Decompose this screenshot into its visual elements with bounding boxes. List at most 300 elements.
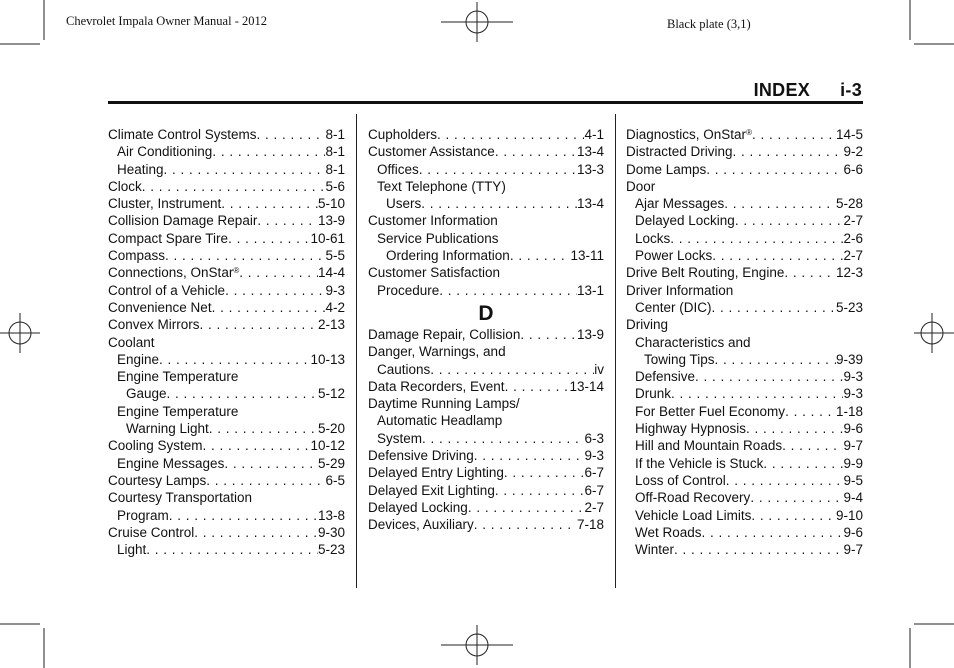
entry-page-ref: 10-61 bbox=[310, 230, 345, 246]
entry-term bbox=[117, 368, 238, 385]
manual-title: Chevrolet Impala Owner Manual - 2012 bbox=[66, 14, 267, 28]
index-entry bbox=[368, 230, 604, 247]
index-entry bbox=[626, 195, 863, 212]
entry-page-ref: 9-6 bbox=[843, 421, 863, 437]
index-entry bbox=[368, 161, 604, 178]
entry-term bbox=[635, 437, 782, 454]
entry-text: Engine Temperature bbox=[117, 369, 239, 385]
entry-page-ref: 5-6 bbox=[325, 178, 345, 194]
dot-leader bbox=[209, 420, 318, 437]
entry-text: Gauge bbox=[126, 386, 167, 402]
index-entry bbox=[626, 472, 863, 489]
dot-leader bbox=[785, 403, 836, 420]
index-entry bbox=[108, 420, 345, 437]
dot-leader bbox=[164, 161, 326, 178]
dot-leader bbox=[751, 507, 836, 524]
entry-page-ref: 9-3 bbox=[843, 369, 863, 385]
entry-term bbox=[368, 378, 505, 395]
entry-term bbox=[108, 212, 257, 229]
entry-term bbox=[117, 541, 146, 558]
index-entry bbox=[108, 472, 345, 489]
index-entry bbox=[626, 507, 863, 524]
index-entry bbox=[108, 385, 345, 402]
index-column-2 bbox=[368, 126, 604, 534]
entry-page-ref: 13-4 bbox=[576, 196, 604, 212]
index-entry bbox=[626, 230, 863, 247]
index-entry bbox=[626, 316, 863, 333]
entry-term bbox=[126, 385, 167, 402]
index-entry bbox=[626, 351, 863, 368]
entry-text: Convenience Net bbox=[108, 299, 212, 315]
dot-leader bbox=[735, 212, 844, 229]
registered-mark: ® bbox=[233, 266, 240, 276]
entry-term bbox=[635, 403, 785, 420]
header-rule bbox=[108, 101, 863, 104]
dot-leader bbox=[419, 161, 577, 178]
entry-text: Driving bbox=[626, 317, 669, 333]
entry-text: Compact Spare Tire bbox=[108, 230, 229, 246]
index-entry bbox=[626, 385, 863, 402]
entry-page-ref: 5-29 bbox=[317, 455, 345, 471]
index-entry bbox=[108, 455, 345, 472]
entry-page-ref: 14-5 bbox=[835, 127, 863, 142]
dot-leader bbox=[726, 472, 844, 489]
dot-leader bbox=[239, 264, 318, 281]
index-entry bbox=[368, 499, 604, 516]
entry-text: Daytime Running Lamps/ bbox=[368, 396, 520, 412]
entry-page-ref: 13-4 bbox=[576, 144, 604, 160]
plate-label: Black plate (3,1) bbox=[667, 17, 751, 31]
entry-term bbox=[377, 161, 419, 178]
dot-leader bbox=[495, 482, 585, 499]
entry-page-ref: 9-3 bbox=[325, 282, 345, 298]
entry-term bbox=[117, 403, 238, 420]
index-entry bbox=[368, 361, 604, 378]
index-entry bbox=[108, 230, 345, 247]
entry-page-ref: 5-28 bbox=[835, 196, 863, 212]
dot-leader bbox=[212, 299, 326, 316]
entry-text: Door bbox=[626, 178, 656, 194]
entry-text: Wet Roads bbox=[635, 524, 702, 540]
entry-text: Automatic Headlamp bbox=[377, 413, 503, 429]
entry-term bbox=[635, 334, 751, 351]
entry-text: Data Recorders, Event bbox=[368, 378, 505, 394]
entry-page-ref: 6-7 bbox=[584, 482, 604, 498]
entry-text: Highway Hypnosis bbox=[635, 421, 747, 437]
dot-leader bbox=[670, 230, 843, 247]
dot-leader bbox=[474, 447, 585, 464]
dot-leader bbox=[212, 143, 325, 160]
entry-page-ref: 5-10 bbox=[317, 196, 345, 212]
entry-page-ref: 13-3 bbox=[576, 161, 604, 177]
entry-term bbox=[108, 334, 155, 351]
index-column-1 bbox=[108, 126, 345, 558]
entry-term bbox=[635, 472, 726, 489]
dot-leader bbox=[695, 368, 843, 385]
index-entry bbox=[626, 178, 863, 195]
entry-term bbox=[626, 143, 733, 160]
entry-term bbox=[635, 489, 750, 506]
entry-text: If the Vehicle is Stuck bbox=[635, 455, 764, 471]
index-entry bbox=[368, 143, 604, 160]
entry-text: Ajar Messages bbox=[635, 196, 725, 212]
index-entry bbox=[108, 541, 345, 558]
entry-text: Distracted Driving bbox=[626, 144, 733, 160]
index-entry bbox=[368, 178, 604, 195]
entry-term bbox=[368, 343, 506, 360]
entry-text: Cooling System bbox=[108, 438, 203, 454]
entry-term bbox=[635, 195, 724, 212]
entry-term bbox=[108, 282, 225, 299]
column-divider bbox=[615, 114, 616, 588]
entry-page-ref: 9-3 bbox=[584, 448, 604, 464]
entry-text: Power Locks bbox=[635, 248, 713, 264]
dot-leader bbox=[146, 541, 318, 558]
entry-page-ref: 5-5 bbox=[325, 248, 345, 264]
entry-term bbox=[635, 420, 746, 437]
entry-term bbox=[108, 316, 200, 333]
index-entry bbox=[626, 212, 863, 229]
index-entry bbox=[626, 524, 863, 541]
index-entry bbox=[368, 343, 604, 360]
entry-term bbox=[368, 516, 474, 533]
dot-leader bbox=[505, 378, 570, 395]
entry-page-ref: 6-7 bbox=[584, 465, 604, 481]
entry-page-ref: 9-7 bbox=[843, 438, 863, 454]
entry-text: Compass bbox=[108, 248, 166, 264]
dot-leader bbox=[712, 247, 843, 264]
entry-term bbox=[626, 316, 668, 333]
entry-page-ref: 6-5 bbox=[325, 472, 345, 488]
index-entry bbox=[368, 516, 604, 533]
entry-term bbox=[368, 395, 520, 412]
entry-page-ref: 13-14 bbox=[569, 378, 604, 394]
entry-page-ref: 10-12 bbox=[310, 438, 345, 454]
entry-term bbox=[368, 264, 500, 281]
entry-text: Users bbox=[386, 196, 422, 212]
entry-page-ref: 12-3 bbox=[835, 265, 863, 281]
entry-text: Vehicle Load Limits bbox=[635, 507, 752, 523]
index-entry bbox=[368, 264, 604, 281]
dot-leader bbox=[750, 489, 843, 506]
entry-text: Procedure bbox=[377, 282, 440, 298]
index-entry bbox=[626, 126, 863, 143]
dot-leader bbox=[782, 437, 843, 454]
entry-term bbox=[117, 161, 164, 178]
entry-text: Off-Road Recovery bbox=[635, 490, 751, 506]
entry-page-ref: 9-7 bbox=[843, 542, 863, 558]
dot-leader bbox=[712, 299, 836, 316]
entry-term bbox=[368, 447, 474, 464]
index-entry bbox=[108, 299, 345, 316]
entry-text: Cautions bbox=[377, 361, 431, 377]
entry-text: Devices, Auxiliary bbox=[368, 517, 474, 533]
index-entry bbox=[368, 430, 604, 447]
entry-page-ref: 9-2 bbox=[843, 144, 863, 160]
entry-text: Warning Light bbox=[126, 421, 209, 437]
dot-leader bbox=[474, 516, 577, 533]
index-entry bbox=[368, 195, 604, 212]
entry-term bbox=[108, 247, 165, 264]
entry-text: Courtesy Transportation bbox=[108, 490, 253, 506]
dot-leader bbox=[159, 351, 310, 368]
index-entry bbox=[108, 143, 345, 160]
dot-leader bbox=[430, 361, 594, 378]
entry-term bbox=[626, 126, 752, 143]
dot-leader bbox=[225, 282, 325, 299]
index-entry bbox=[626, 143, 863, 160]
index-entry bbox=[108, 195, 345, 212]
dot-leader bbox=[763, 455, 843, 472]
index-entry bbox=[368, 282, 604, 299]
section-heading bbox=[754, 80, 862, 101]
dot-leader bbox=[495, 143, 577, 160]
entry-text: Program bbox=[117, 507, 169, 523]
entry-page-ref: 9-4 bbox=[843, 490, 863, 506]
entry-term bbox=[117, 455, 224, 472]
entry-term bbox=[626, 264, 784, 281]
entry-term bbox=[108, 489, 252, 506]
entry-term bbox=[635, 368, 695, 385]
entry-page-ref: 2-7 bbox=[843, 248, 863, 264]
entry-text: Engine Messages bbox=[117, 455, 225, 471]
entry-page-ref: 2-7 bbox=[843, 213, 863, 229]
entry-term bbox=[635, 541, 674, 558]
index-entry bbox=[108, 351, 345, 368]
entry-term bbox=[635, 455, 763, 472]
entry-text: Delayed Entry Lighting bbox=[368, 465, 504, 481]
dot-leader bbox=[733, 143, 844, 160]
dot-leader bbox=[206, 472, 325, 489]
dot-leader bbox=[437, 126, 584, 143]
entry-page-ref: 10-13 bbox=[310, 351, 345, 367]
section-name: INDEX bbox=[753, 80, 811, 100]
index-entry bbox=[368, 326, 604, 343]
index-entry bbox=[626, 420, 863, 437]
dot-leader bbox=[221, 195, 318, 212]
entry-term bbox=[108, 264, 239, 281]
dot-leader bbox=[257, 126, 326, 143]
entry-text: Delayed Locking bbox=[368, 499, 468, 515]
entry-page-ref: 2-6 bbox=[843, 230, 863, 246]
dot-leader bbox=[784, 264, 836, 281]
entry-term bbox=[368, 143, 495, 160]
index-entry bbox=[626, 334, 863, 351]
entry-page-ref: 4-1 bbox=[584, 127, 604, 142]
entry-text: Convex Mirrors bbox=[108, 317, 200, 333]
entry-text: Towing Tips bbox=[644, 351, 715, 367]
dot-leader bbox=[724, 195, 836, 212]
entry-text: Center (DIC) bbox=[635, 299, 712, 315]
index-entry bbox=[626, 541, 863, 558]
entry-page-ref: 1-18 bbox=[835, 403, 863, 419]
page-number: i-3 bbox=[840, 80, 862, 100]
dot-leader bbox=[228, 230, 310, 247]
entry-term bbox=[108, 524, 194, 541]
entry-text: Customer Information bbox=[368, 213, 498, 229]
entry-text: Cupholders bbox=[368, 127, 438, 142]
dot-leader bbox=[421, 195, 577, 212]
entry-text: Customer Assistance bbox=[368, 144, 495, 160]
index-entry bbox=[626, 368, 863, 385]
index-entry bbox=[626, 264, 863, 281]
entry-text: Loss of Control bbox=[635, 472, 726, 488]
index-entry bbox=[626, 299, 863, 316]
entry-page-ref: 2-7 bbox=[584, 499, 604, 515]
entry-page-ref: 9-30 bbox=[317, 524, 345, 540]
dot-leader bbox=[203, 437, 311, 454]
dot-leader bbox=[439, 282, 577, 299]
entry-term bbox=[108, 178, 142, 195]
entry-page-ref: 9-9 bbox=[843, 455, 863, 471]
dot-leader bbox=[468, 499, 585, 516]
entry-page-ref: 9-39 bbox=[835, 351, 863, 367]
index-entry bbox=[108, 161, 345, 178]
entry-page-ref: 6-6 bbox=[843, 161, 863, 177]
dot-leader bbox=[752, 126, 836, 143]
entry-text: Air Conditioning bbox=[117, 144, 213, 160]
entry-term bbox=[108, 472, 206, 489]
entry-page-ref: 8-1 bbox=[325, 127, 345, 142]
entry-text: Offices bbox=[377, 161, 419, 177]
entry-term bbox=[635, 524, 702, 541]
dot-leader bbox=[702, 524, 844, 541]
entry-term bbox=[626, 282, 733, 299]
dot-leader bbox=[671, 385, 843, 402]
entry-text: Service Publications bbox=[377, 230, 499, 246]
dot-leader bbox=[200, 316, 318, 333]
dot-leader bbox=[169, 507, 318, 524]
dot-leader bbox=[746, 420, 843, 437]
dot-leader bbox=[194, 524, 318, 541]
entry-text: Danger, Warnings, and bbox=[368, 344, 506, 360]
index-entry bbox=[108, 178, 345, 195]
index-entry bbox=[626, 489, 863, 506]
entry-page-ref: 2-13 bbox=[317, 317, 345, 333]
entry-term bbox=[386, 195, 421, 212]
index-entry bbox=[626, 161, 863, 178]
entry-term bbox=[635, 212, 735, 229]
entry-page-ref: 7-18 bbox=[576, 517, 604, 533]
entry-page-ref: 5-23 bbox=[317, 542, 345, 558]
index-entry bbox=[108, 437, 345, 454]
entry-text: Engine Temperature bbox=[117, 403, 239, 419]
dot-leader bbox=[224, 455, 318, 472]
entry-term bbox=[635, 299, 712, 316]
index-entry bbox=[108, 403, 345, 420]
index-entry bbox=[368, 378, 604, 395]
entry-page-ref: 9-6 bbox=[843, 524, 863, 540]
entry-text: Defensive Driving bbox=[368, 448, 474, 464]
entry-page-ref: 5-23 bbox=[835, 299, 863, 315]
dot-leader bbox=[520, 326, 577, 343]
dot-leader bbox=[257, 212, 318, 229]
index-entry bbox=[368, 464, 604, 481]
entry-text: Engine bbox=[117, 351, 160, 367]
dot-leader bbox=[504, 464, 585, 481]
index-entry bbox=[368, 247, 604, 264]
entry-page-ref: 14-4 bbox=[317, 265, 345, 281]
dot-leader bbox=[167, 385, 318, 402]
entry-term bbox=[635, 247, 712, 264]
entry-text: Dome Lamps bbox=[626, 161, 707, 177]
entry-term bbox=[108, 126, 257, 143]
entry-term bbox=[377, 412, 502, 429]
entry-text: Courtesy Lamps bbox=[108, 472, 207, 488]
entry-term bbox=[126, 420, 209, 437]
entry-text: Winter bbox=[635, 542, 675, 558]
entry-page-ref: 4-2 bbox=[325, 299, 345, 315]
index-entry bbox=[626, 282, 863, 299]
entry-term bbox=[386, 247, 510, 264]
dot-leader bbox=[706, 161, 843, 178]
entry-text: Drive Belt Routing, Engine bbox=[626, 265, 785, 281]
entry-page-ref: 9-3 bbox=[843, 386, 863, 402]
index-entry bbox=[108, 264, 345, 281]
dot-leader bbox=[510, 247, 571, 264]
entry-text: Damage Repair, Collision bbox=[368, 326, 521, 342]
entry-term bbox=[368, 126, 437, 143]
entry-term bbox=[377, 230, 499, 247]
index-entry bbox=[108, 126, 345, 143]
index-entry bbox=[108, 282, 345, 299]
entry-text: Text Telephone (TTY) bbox=[377, 178, 506, 194]
column-divider bbox=[356, 114, 357, 588]
entry-page-ref: 5-20 bbox=[317, 421, 345, 437]
entry-text: Driver Information bbox=[626, 282, 734, 298]
index-entry bbox=[368, 395, 604, 412]
index-entry bbox=[626, 455, 863, 472]
entry-term bbox=[377, 282, 439, 299]
entry-text: System bbox=[377, 430, 423, 446]
entry-page-ref: 8-1 bbox=[325, 144, 345, 160]
entry-text: Coolant bbox=[108, 334, 155, 350]
entry-page-ref: 8-1 bbox=[325, 161, 345, 177]
entry-term bbox=[635, 507, 751, 524]
entry-text: Customer Satisfaction bbox=[368, 265, 501, 281]
entry-page-ref: 13-9 bbox=[317, 213, 345, 229]
entry-page-ref: 13-1 bbox=[576, 282, 604, 298]
entry-text: Climate Control Systems bbox=[108, 127, 257, 142]
index-entry bbox=[108, 489, 345, 506]
registered-mark: ® bbox=[746, 128, 752, 137]
index-entry bbox=[108, 212, 345, 229]
entry-page-ref: 13-9 bbox=[576, 326, 604, 342]
dot-leader bbox=[674, 541, 843, 558]
index-entry bbox=[368, 447, 604, 464]
entry-text: Clock bbox=[108, 178, 142, 194]
dot-leader bbox=[422, 430, 584, 447]
entry-term bbox=[635, 385, 671, 402]
entry-term bbox=[368, 326, 520, 343]
entry-text: Control of a Vehicle bbox=[108, 282, 226, 298]
entry-text: Delayed Exit Lighting bbox=[368, 482, 495, 498]
entry-text: Hill and Mountain Roads bbox=[635, 438, 783, 454]
entry-page-ref: 5-12 bbox=[317, 386, 345, 402]
index-entry bbox=[626, 437, 863, 454]
entry-term bbox=[626, 178, 655, 195]
entry-term bbox=[644, 351, 715, 368]
entry-term bbox=[368, 464, 504, 481]
entry-page-ref: iv bbox=[594, 361, 604, 377]
dot-leader bbox=[165, 247, 325, 264]
entry-page-ref: 9-10 bbox=[835, 507, 863, 523]
entry-text: Defensive bbox=[635, 369, 696, 385]
dot-leader bbox=[715, 351, 836, 368]
entry-text: For Better Fuel Economy bbox=[635, 403, 786, 419]
entry-term bbox=[635, 230, 670, 247]
entry-term bbox=[117, 507, 169, 524]
